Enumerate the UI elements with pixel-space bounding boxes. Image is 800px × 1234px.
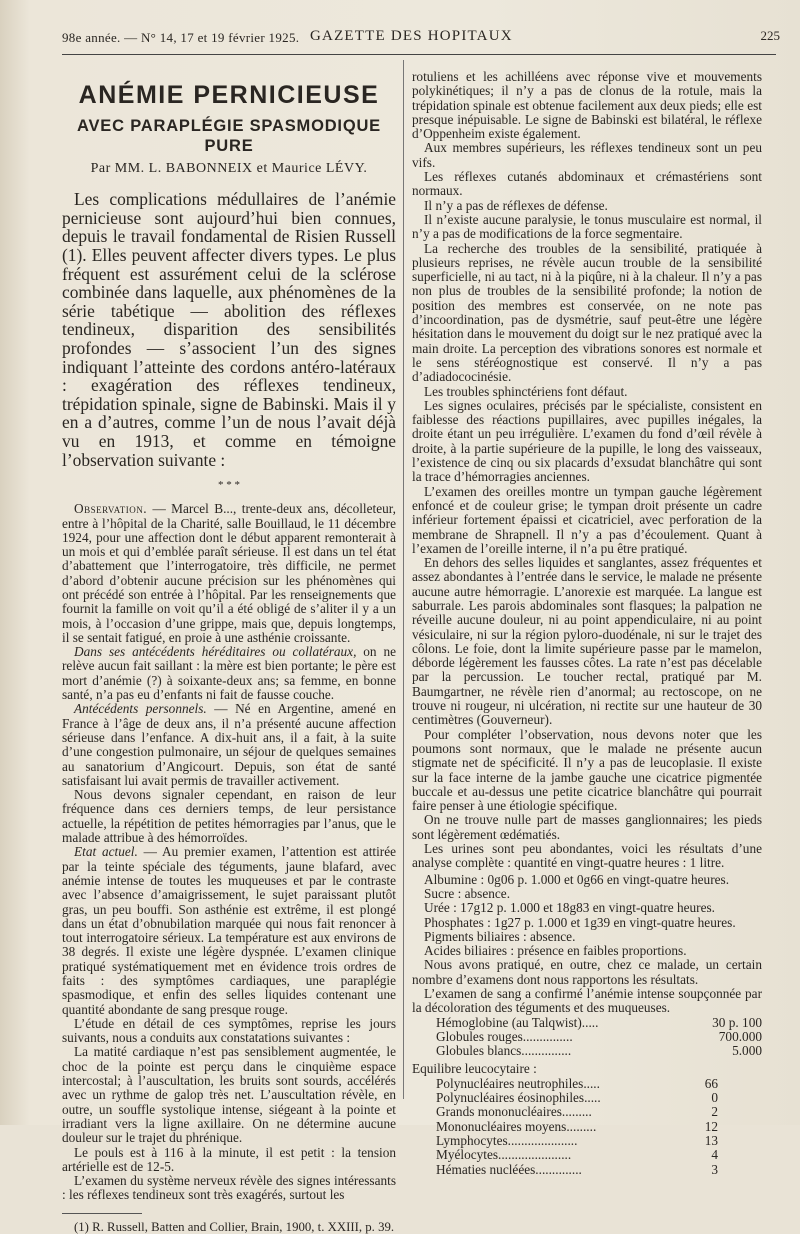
paragraph-lead: Observation. [74, 501, 148, 517]
blood-row [412, 1030, 762, 1044]
row-value: 30 p. 100 [712, 1014, 762, 1030]
urine-line: Phosphates : 1g27 p. 1.000 et 1g39 en vingt-quatre heures. [424, 914, 736, 930]
footnote: (1) R. Russell, Batten and Collier, Brain, 1900, t. XXIII, p. 39. [74, 1219, 395, 1234]
paragraph-text: L’étude en détail de ces symptômes, reprise les jours suivants, nous a conduits aux constatations suivantes : [62, 1015, 396, 1046]
header-rule [62, 54, 776, 55]
leuco-row [412, 1163, 762, 1177]
leuco-row [412, 1120, 762, 1134]
article-subtitle: AVEC PARAPLÉGIE SPASMODIQUE PURE [77, 117, 381, 155]
blood-row [412, 1044, 762, 1058]
right-paragraph: Les urines sont peu abondantes, voici les résultats d’une analyse complète : quantité en vingt-quatre heures : 1 litre. [412, 841, 762, 871]
left-paragraph [62, 1146, 396, 1175]
right-paragraph: Aux membres supérieurs, les réflexes tendineux sont un peu vifs. [412, 140, 762, 170]
section-separator: * * * [218, 479, 240, 492]
right-after [412, 958, 762, 1015]
row-value: 13 [704, 1132, 718, 1148]
left-paragraph [62, 1017, 396, 1046]
row-value: 3 [711, 1161, 718, 1177]
paragraph-text: L’examen du système nerveux révèle des signes intéressants : les réflexes tendineux sont très exagérés, surtout les [62, 1173, 396, 1203]
leuco-row [412, 1091, 762, 1105]
running-header [62, 28, 780, 52]
journal-name: GAZETTE DES HOPITAUX [310, 28, 513, 44]
right-paragraph: Il n’y a pas de réflexes de défense. [424, 197, 608, 213]
leuco-row [412, 1148, 762, 1162]
row-label: Globules rouges............... [436, 1028, 573, 1044]
blood-row [412, 1016, 762, 1030]
row-value: 0 [711, 1090, 718, 1106]
row-value: 12 [704, 1118, 718, 1134]
row-label: Globules blancs............... [436, 1043, 572, 1059]
row-value: 700.000 [718, 1028, 762, 1044]
right-paragraph: Les réflexes cutanés abdominaux et crémastériens sont normaux. [412, 169, 762, 199]
right-column [412, 70, 762, 1177]
row-value: 66 [704, 1075, 718, 1091]
article-authors: Par MM. L. BABONNEIX et Maurice LÉVY. [90, 161, 368, 176]
paragraph-text: Le pouls est à 116 à la minute, il est petit : la tension artérielle est de 12-5. [62, 1144, 396, 1174]
page-number: 225 [760, 28, 780, 43]
urine-results [412, 873, 762, 959]
left-paragraph [62, 788, 396, 845]
paragraph-text: on ne relève aucun fait saillant : la mère est bien portante; le père est mort d’anémie (?) à soixante-deux ans; sa femme, en bonne santé, n’a pas eu d’enfants ni fait de fausse couche. [62, 644, 397, 703]
right-paragraph: En dehors des selles liquides et sanglantes, assez fréquentes et assez abondantes à l’entrée dans le service, le malade ne présente aucune autre hémorragie. L’anorexie est marquée. La langue est saburrale. Les parois abdominales sont flasques; la palpation ne réveille aucune douleur, ni au point appendiculaire, ni au point vésiculaire, ni sur la région pyloro-duodénale, ni sur le trajet des côlons. Le foie, dont la limite supérieure passe par le mamelon, déborde légèrement les fausses côtes. La rate n’est pas décelable par la percussion. Le toucher rectal, pratiqué par M. Baumgartner, ne révèle rien d’anormal; au rectoscope, on ne trouve ni rougeur, ni ulcération, ni rectite sur une hauteur de 30 centimètres (Gouverneur). [412, 555, 762, 728]
paragraph-text: — Né en Argentine, amené en France à l’âge de deux ans, il n’a présenté aucune affection sérieuse dans l’enfance. A dix-huit ans, il a fait, à la suite d’une congestion pulmonaire, un séjour de quelques semaines au sanatorium d’Angicourt. Depuis, son état de santé satisfaisant lui avait permis de travailler activement. [62, 701, 396, 788]
row-label: Polynucléaires neutrophiles..... [436, 1075, 600, 1091]
row-label: Polynucléaires éosinophiles..... [436, 1090, 601, 1106]
urine-line: Pigments biliaires : absence. [424, 928, 576, 944]
urine-line: Albumine : 0g06 p. 1.000 et 0g66 en vingt-quatre heures. [424, 871, 730, 887]
left-paragraph [62, 845, 396, 1017]
paragraph-lead: Antécédents personnels. [74, 701, 207, 717]
intro-paragraph: Les complications médullaires de l’anémie pernicieuse sont aujourd’hui bien connues, depuis le travail fondamental de Risien Russell (1). Elles peuvent affecter divers types. Le plus fréquent est assurément celui de la sclérose combinée dans laquelle, aux phénomènes de la série tabétique — abolition des réflexes tendineux, disparition des sensibilités profondes — s’associent l’un des signes indiquant l’atteinte des cordons antéro-latéraux : exagération des réflexes tendineux, trépidation spinale, signe de Babinski. Mais il y en a d’autres, comme l’un de nous l’avait déjà vu en 1913, et comme en témoigne l’observation suivante : [62, 189, 396, 470]
urine-line: Urée : 17g12 p. 1.000 et 18g83 en vingt-quatre heures. [424, 900, 715, 916]
paragraph-text: Nous devons signaler cependant, en raison de leur fréquence dans ces derniers temps, de leur persistance actuelle, la répétition de petites hémorragies par l’anus, que le malade attribue à des hémorroïdes. [62, 787, 396, 846]
right-paragraph: Pour compléter l’observation, nous devons noter que les poumons sont normaux, que le malade ne présente aucun stigmate net de spécificité. Il n’y a pas de leucoplasie. Il existe sur la face interne de la jambe gauche une cicatrice pigmentée buccale et au-dessus une petite cicatrice blanchâtre qui pourrait faire penser à une étiologie spécifique. [412, 726, 762, 814]
paragraph-lead: Etat actuel. [74, 844, 138, 860]
leuco-row [412, 1134, 762, 1148]
issue-info: 98e année. — N° 14, 17 et 19 février 1925. [62, 30, 300, 45]
left-paragraph [62, 645, 396, 702]
right-paragraph: Les signes oculaires, précisés par le spécialiste, consistent en faiblesse des réactions pupillaires, avec pupilles inégales, la droite étant un peu irrégulière. L’examen du fond d’œil révèle à droite, à la partie supérieure de la pupille, le long des vaisseaux, l’existence de cinq ou six placards d’exsudat blanchâtre qui sont la trace d’hémorragies anciennes. [412, 397, 762, 485]
paragraph-text: — Marcel B..., trente-deux ans, décolleteur, entre à l’hôpital de la Charité, salle Bouillaud, le 11 décembre 1924, pour une affection dont le début apparent remonterait à un mois et qui d’emblée paraît sérieuse. Il est dans un tel état d’abattement que l’interrogatoire, très difficile, ne permet d’abord d’obtenir aucune précision sur les phénomènes qui ont précédé son entrée à l’hôpital. Par les renseignements que fournit la famille on voit qu’il a été obligé de s’aliter il y a un mois, à l’occasion d’une grippe, mais que, depuis longtemps, il se sentait fatigué, en proie à une asthénie croissante. [62, 501, 396, 645]
left-paragraph [62, 1045, 396, 1145]
row-label: Hématies nucléées.............. [436, 1161, 582, 1177]
right-paragraph: L’examen des oreilles montre un tympan gauche légèrement enfoncé et de couleur grise; le tympan droit présente un cadre inférieur fortement épaissi et cicatriciel, avec perforation de la membrane de Shrapnell. Il n’y a pas d’écoulement. Quant à l’examen de l’oreille interne, il n’a pu être pratiqué. [412, 483, 762, 556]
row-label: Myélocytes...................... [436, 1147, 572, 1163]
article-title: ANÉMIE PERNICIEUSE [78, 81, 380, 109]
left-body [62, 502, 396, 1203]
right-paragraph: L’examen de sang a confirmé l’anémie intense soupçonnée par la décoloration des téguments et des muqueuses. [412, 986, 762, 1016]
row-value: 5.000 [732, 1043, 762, 1059]
leuco-row [412, 1077, 762, 1091]
left-paragraph [62, 1174, 396, 1203]
leuco-table [412, 1077, 762, 1177]
right-paragraph: Les troubles sphinctériens font défaut. [424, 383, 628, 399]
blood-table [412, 1016, 762, 1059]
column-divider [403, 60, 404, 1099]
urine-line: Sucre : absence. [424, 885, 511, 901]
left-column [62, 76, 396, 1234]
right-paragraph: Nous avons pratiqué, en outre, chez ce malade, un certain nombre d’examens dont nous rapportons les résultats. [412, 957, 762, 987]
right-paragraph: La recherche des troubles de la sensibilité, pratiquée à plusieurs reprises, ne révèle aucun trouble de la sensibilité superficielle, ni au tact, ni à la piqûre, ni à la chaleur. Il n’y a pas non plus de troubles de la sensibilité profonde; la notion de position des membres est conservée, on ne note pas d’incoordination, pas de dysmétrie, sauf peut-être une légère hésitation dans le mouvement du doigt sur le nez pratiqué avec la main droite. La perception des vibrations sonores est normale et le sens stéréognostique est conservé. Il n’y a pas d’adiadococinésie. [412, 240, 762, 385]
urine-line: Acides biliaires : présence en faibles proportions. [424, 943, 687, 959]
row-value: 2 [711, 1104, 718, 1120]
left-paragraph [62, 502, 396, 645]
footnote-rule [62, 1213, 142, 1214]
left-paragraph [62, 702, 396, 788]
row-label: Grands mononucléaires......... [436, 1104, 592, 1120]
paragraph-lead: Dans ses antécédents héréditaires ou collatéraux, [74, 644, 357, 660]
right-paragraph: rotuliens et les achilléens avec réponse vive et mouvements polykinétiques; il n’y a pas de clonus de la rotule, mais la trépidation spinale est obtenue facilement aux deux pieds; elle est presque inépuisable. Le signe de Babinski est bilatéral, le réflexe d’Oppenheim existe également. [412, 69, 762, 142]
paragraph-text: — Au premier examen, l’attention est attirée par la teinte spéciale des téguments, jaune blafard, avec anémie intense de toutes les muqueuses et par le contraste avec l’absence d’amaigrissement, le sujet paraissant plutôt gras, un peu bouffi. Son asthénie est extrême, il est plongé dans un état d’obnubilation marquée qui nous fait renoncer à tout interrogatoire sérieux. La température est aux environs de 38 degrés. Il existe une légère dyspnée. L’examen clinique pratiqué systématiquement met en évidence trois ordres de faits : des symptômes cardiaques, une paraplégie spasmodique, et enfin des selles liquides contenant une quantité abondante de sang presque rouge. [62, 844, 397, 1017]
right-paragraph: Il n’existe aucune paralysie, le tonus musculaire est normal, il n’y a pas de modifications de la force segmentaire. [412, 211, 762, 242]
row-label: Mononucléaires moyens......... [436, 1118, 597, 1134]
row-value: 4 [711, 1147, 718, 1163]
paragraph-text: La matité cardiaque n’est pas sensiblement augmentée, le choc de la pointe est perçu dans le cinquième espace intercostal; à l’auscultation, les bruits sont sourds, accélérés avec un rythme de galop très net. L’auscultation révèle, en outre, un souffle systolique intense, siégeant à la pointe et irradiant vers la ligne axillaire. On ne détermine aucune douleur sur le trajet du phrénique. [62, 1044, 396, 1146]
row-label: Hémoglobine (au Talqwist)..... [436, 1014, 599, 1030]
row-label: Lymphocytes..................... [436, 1132, 578, 1148]
leuco-row [412, 1105, 762, 1119]
leuco-heading: Equilibre leucocytaire : [412, 1061, 537, 1077]
right-body [412, 70, 762, 871]
right-paragraph: On ne trouve nulle part de masses ganglionnaires; les pieds sont légèrement œdématiés. [412, 812, 762, 842]
